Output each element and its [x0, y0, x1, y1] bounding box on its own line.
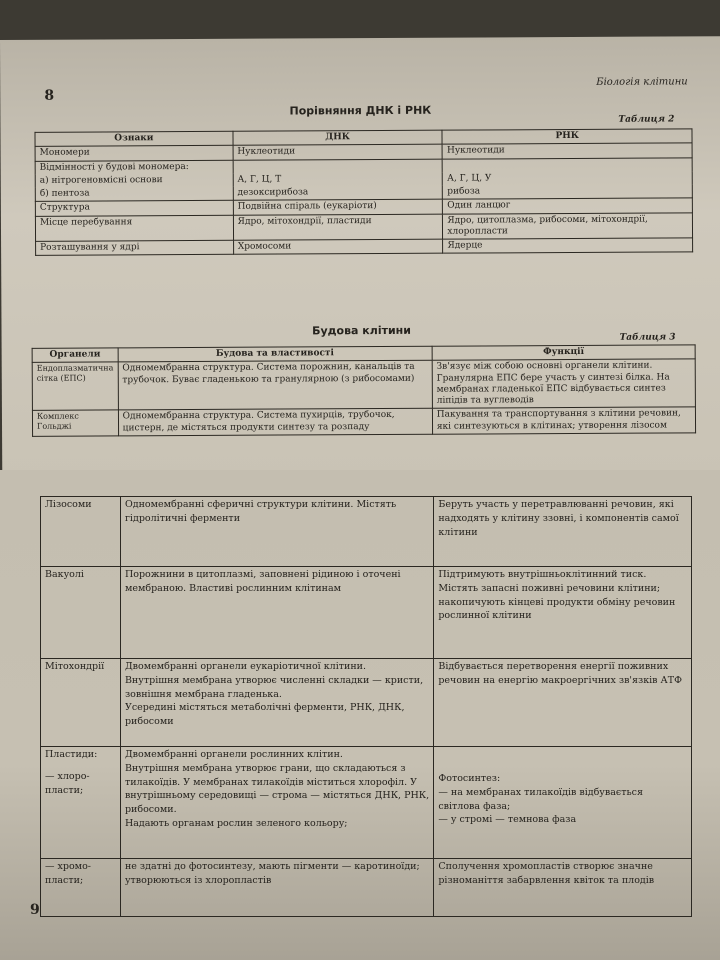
table-cell: Одномембранна структура. Система порожнин, канальців та трубочок. Буває гладенькою та гранулярною (з рибосомами)	[118, 360, 432, 410]
table-cell: Комплекс Гольджі	[32, 410, 118, 436]
table2-header-cell: ДНК	[233, 130, 443, 145]
table-row	[41, 497, 692, 567]
table-cell	[120, 659, 433, 747]
table-cell: Хромосоми	[233, 239, 443, 254]
table-cell: Відбувається перетворення енергії поживних речовин на енергію макроергічних зв'язків АТФ	[434, 659, 692, 747]
table-cell: Структура	[35, 201, 233, 216]
table-cell	[233, 159, 443, 174]
table-cell	[41, 859, 121, 917]
table-row	[36, 238, 693, 256]
table-cell	[120, 747, 433, 859]
table-row	[41, 859, 692, 917]
running-header: Біологія клітини	[596, 76, 688, 88]
table-row	[41, 747, 692, 859]
text-line: не здатні до фотосинтезу, мають пігменти — каротиноїди;	[124, 861, 420, 872]
table-cell: Пакування та транспортування з клітини речовин, які синтезуються в клітинах; утворення лізосом	[432, 407, 695, 434]
top-page	[0, 36, 720, 480]
table2-label: Таблиця 2	[618, 114, 675, 125]
table2-title: Порівняння ДНК і РНК	[289, 103, 432, 118]
table-row	[32, 407, 695, 436]
table3-label: Таблиця 3	[619, 332, 676, 343]
table-cell: Відмінності у будові мономера:	[35, 160, 233, 175]
text-line: Пластиди:	[45, 749, 98, 760]
table-cell: Нуклеотиди	[442, 143, 692, 159]
table-cell: Мономери	[35, 146, 233, 161]
table3-header-cell: Функції	[432, 345, 695, 361]
table-cell: А, Г, Ц, Т	[233, 172, 443, 186]
text-line: пласти;	[45, 784, 84, 796]
table-row	[41, 567, 692, 659]
text-line: пласти;	[45, 874, 84, 886]
text-line: Двомембранні органели рослинних клітин.	[124, 749, 343, 760]
table-cell: Порожнини в цитоплазмі, заповнені рідиною і оточені мембраною. Властиві рослинним клітинам	[120, 567, 433, 659]
table-cell: рибоза	[443, 184, 693, 199]
table-cell: Лізосоми	[41, 497, 121, 567]
table-cell	[41, 747, 121, 859]
text-line: Усередині містяться метаболічні ферменти, РНК, ДНК, рибосоми	[124, 702, 405, 728]
text-line: Двомембранні органели еукаріотичної клітини.	[124, 661, 367, 672]
table-cell: Сполучення хромопластів створює значне різноманіття забарвлення квіток та плодів	[434, 859, 692, 917]
table-cell: Беруть участь у перетравлюванні речовин, які надходять у клітину ззовні, і компонентів самої клітини	[434, 497, 692, 567]
table-row	[32, 359, 695, 410]
table-cell: Підтримують внутрішньоклітинний тиск. Містять запасні поживні речовини клітини; накопичують кінцеві продукти обміну речовин рослинної клітини	[434, 567, 692, 659]
table-cell	[434, 747, 692, 859]
table-cell: а) нітрогеновмісні основи	[35, 174, 233, 188]
table-cell: дезоксирибоза	[233, 186, 443, 201]
text-line: — на мембранах тилакоїдів відбувається світлова фаза;	[438, 786, 643, 812]
text-line: Внутрішня мембрана утворює грани, що складаються з тилакоїдів. У мембранах тилакоїдів міститься хлорофіл. У внутрішньому середовищі — строма — містяться ДНК, РНК, рибосоми.	[124, 762, 430, 816]
table2-header-cell: РНК	[442, 129, 692, 145]
table-cell	[120, 859, 433, 917]
table-cell: Вакуолі	[41, 567, 121, 659]
table-cell: Розташування у ядрі	[36, 240, 234, 255]
table-cell: Зв'язує між собою основні органели клітини. Гранулярна ЕПС бере участь у синтезі білка. На мембранах гладенької ЕПС відбувається синтез ліпідів та вуглеводів	[432, 359, 695, 408]
table-cell: Одномембранні сферичні структури клітини. Містять гідролітичні ферменти	[120, 497, 433, 567]
table3-header-cell: Органели	[32, 348, 118, 363]
table-cell: Один ланцюг	[443, 198, 693, 214]
table-cell: А, Г, Ц, У	[443, 171, 693, 186]
page-number-top: 8	[44, 87, 55, 104]
table-cell: Ендоплазматична сітка (ЕПС)	[32, 362, 118, 410]
bottom-page	[0, 470, 720, 960]
table3-title: Будова клітини	[312, 323, 412, 338]
table3-header-cell: Будова та властивості	[118, 346, 432, 362]
text-line: утворюються із хлоропластів	[124, 874, 272, 886]
table-cell: Ядро, мітохондрії, пластиди	[233, 214, 443, 241]
table-cell: Місце перебування	[35, 215, 233, 242]
text-line: — хромо-	[45, 861, 91, 872]
text-line: — у стромі — темнова фаза	[438, 814, 577, 826]
table-cell: Ядерце	[443, 238, 693, 254]
table-cell: Ядро, цитоплазма, рибосоми, мітохондрії, хлоропласти	[443, 212, 693, 239]
text-line: — хлоро-	[45, 770, 90, 782]
table-cell: б) пентоза	[35, 187, 233, 202]
table-cell: Мітохондрії	[41, 659, 121, 747]
page-number-bottom: 9	[30, 902, 40, 918]
table-cell: Нуклеотиди	[233, 144, 443, 159]
table2	[34, 128, 693, 256]
table-cell	[443, 157, 693, 172]
table-row	[41, 659, 692, 747]
table3-continued	[40, 496, 692, 917]
text-line: Надають органам рослин зеленого кольору;	[124, 817, 348, 829]
table2-header-cell: Ознаки	[35, 131, 233, 146]
text-line: Внутрішня мембрана утворює численні складки — кристи, зовнішня мембрана гладенька.	[124, 674, 424, 700]
table-cell: Одномембранна структура. Система пухирців, трубочок, цистерн, де містяться продукти синтезу та розпаду	[118, 408, 432, 435]
text-line: Фотосинтез:	[438, 773, 501, 784]
table-row	[35, 212, 692, 241]
table3	[32, 344, 696, 436]
table-cell: Подвійна спіраль (еукаріоти)	[233, 199, 443, 214]
